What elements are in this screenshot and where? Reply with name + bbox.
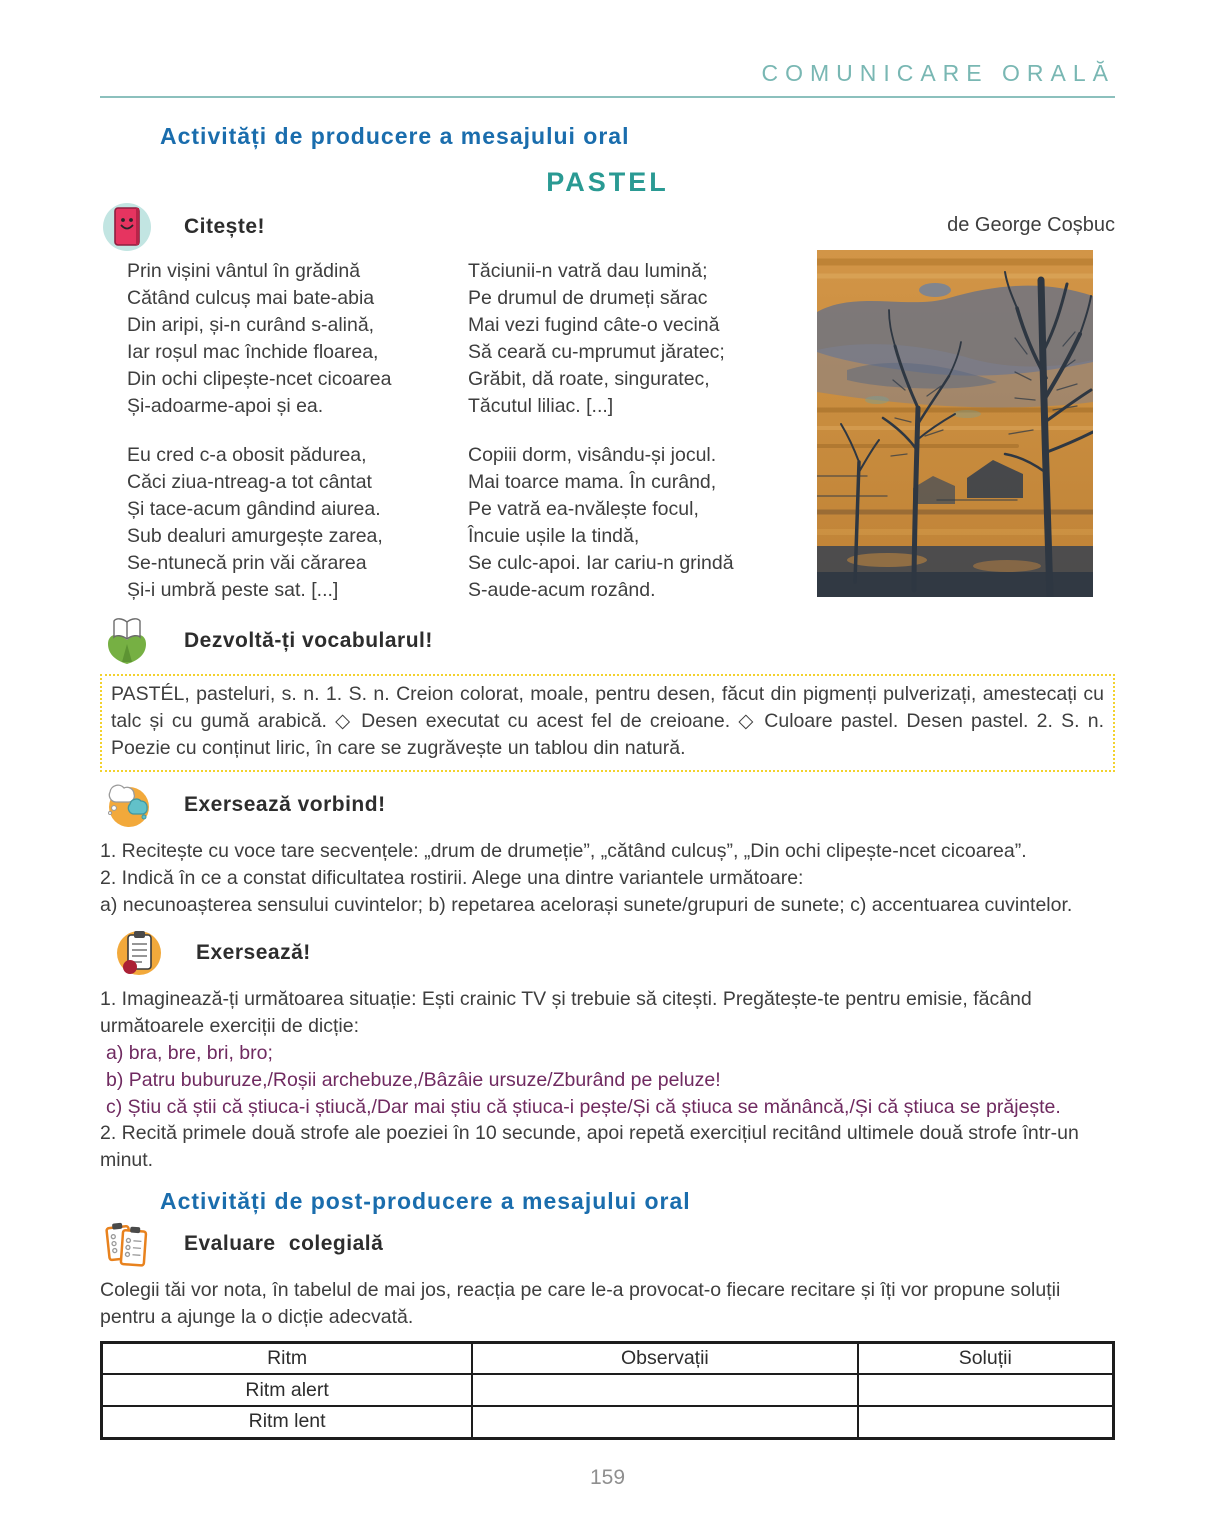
poem-line: Tăcutul liliac. [...] xyxy=(468,395,614,417)
poem-block xyxy=(100,258,1115,626)
vorbind-exercises xyxy=(100,838,1115,918)
poem-line: Sub dealuri amurgește zarea, xyxy=(127,525,383,547)
poem-line: Prin vișini vântul în grădină xyxy=(127,260,361,282)
poem-line: Căci ziua-ntreag-a tot cântat xyxy=(127,471,372,493)
dictionary-definition-box xyxy=(100,674,1115,772)
poem-line: Mai toarce mama. În curând, xyxy=(468,471,717,493)
poem-line: Și-i umbră peste sat. [...] xyxy=(127,579,339,601)
exerseaza-exercises xyxy=(100,986,1115,1174)
poem-line: Din ochi clipește-ncet cicoarea xyxy=(127,368,392,390)
poem-stanza-1 xyxy=(127,258,468,420)
exercise-item: a) necunoașterea sensului cuvintelor; b) repetarea acelorași sunete/grupuri de sunete; c) accentuarea cuvintelor. xyxy=(100,893,1073,916)
poem-line: Să ceară cu-mprumut jăratec; xyxy=(468,341,725,363)
poem-column-1 xyxy=(127,258,468,626)
evaluare-intro: Colegii tăi vor nota, în tabelul de mai jos, reacția pe care le-a provocat-o fiecare recitare și îți vor propune soluții pentru a ajunge la o dicție adecvată. xyxy=(100,1278,1061,1328)
poem-line: Și tace-acum gândind aiurea. xyxy=(127,498,381,520)
book-with-face-icon xyxy=(100,200,154,254)
vorbind-header xyxy=(100,778,1115,832)
table-cell-ritm: Ritm lent xyxy=(102,1406,473,1438)
exerseaza-label: Exersează! xyxy=(196,941,311,965)
table-cell-observatii xyxy=(472,1374,857,1406)
exercise-item: 1. Imaginează-ți următoarea situație: Ești crainic TV și trebuie să citești. Pregătește-te pentru emisie, făcând următoarele exerciții de dicție: xyxy=(100,988,1032,1038)
exercise-item: b) Patru buburuze,/Roșii archebuze,/Bâzâie ursuze/Zburând pe peluze! xyxy=(106,1068,721,1091)
exerseaza-header xyxy=(112,926,1115,980)
poem-line: Din aripi, și-n curând s-alină, xyxy=(127,314,375,336)
poem-illustration-autumn-landscape xyxy=(817,250,1093,597)
exercise-item: c) Știu că știi că știuca-i știucă,/Dar mai știu că știuca-i pește/Și că știuca se mănâncă,/Și că știuca se prăjește. xyxy=(106,1095,1061,1118)
header-divider xyxy=(100,96,1115,98)
poem-line: Mai vezi fugind câte-o vecină xyxy=(468,314,720,336)
exercise-item: 1. Recitește cu voce tare secvențele: „drum de drumeție”, „cătând culcuș”, „Din ochi clipește-ncet cicoarea”. xyxy=(100,840,1027,862)
vocabular-label: Dezvoltă-ți vocabularul! xyxy=(184,629,433,652)
exercise-item: a) bra, bre, bri, bro; xyxy=(106,1041,273,1064)
poem-title: PASTEL xyxy=(546,167,669,197)
poem-line: Copiii dorm, visându-și jocul. xyxy=(468,444,717,466)
table-header-cell: Soluții xyxy=(858,1342,1114,1374)
evaluare-header xyxy=(100,1217,1115,1271)
evaluation-table xyxy=(100,1341,1115,1440)
section-heading-producere: Activități de producere a mesajului oral xyxy=(160,123,630,149)
poem-author: de George Coșbuc xyxy=(947,214,1115,236)
chapter-header: COMUNICARE ORALĂ xyxy=(761,60,1115,86)
table-cell-ritm: Ritm alert xyxy=(102,1374,473,1406)
table-cell-observatii xyxy=(472,1406,857,1438)
table-body xyxy=(102,1374,1114,1438)
table-header-row xyxy=(102,1342,1114,1374)
table-row xyxy=(102,1406,1114,1438)
poem-line: Iar roșul mac închide floarea, xyxy=(127,341,379,363)
page-number: 159 xyxy=(589,1465,626,1489)
dictionary-definition: PASTÉL, pasteluri, s. n. 1. S. n. Creion colorat, moale, pentru desen, făcut din pigmenți pulverizați, amestecați cu talc și cu gumă arabică. ◇ Desen executat cu acest fel de creioane. ◇ Culoare pastel. Desen pastel. 2. S. n. Poezie cu conținut liric, în care se zugrăvește un tablou din natură. xyxy=(111,683,1104,759)
poem-line: Grăbit, dă roate, singuratec, xyxy=(468,368,710,390)
vorbind-label: Exersează vorbind! xyxy=(184,793,386,816)
citeste-header xyxy=(100,200,1115,254)
poem-line: Pe vatră ea-nvălește focul, xyxy=(468,498,699,520)
two-clipboards-icon xyxy=(100,1217,154,1271)
poem-column-2 xyxy=(468,258,817,626)
hands-holding-book-icon xyxy=(100,614,154,668)
evaluare-intro-wrap xyxy=(100,1277,1115,1331)
table-header-cell: Ritm xyxy=(102,1342,473,1374)
poem-stanza-4 xyxy=(468,442,817,604)
poem-line: Se-ntunecă prin văi cărarea xyxy=(127,552,367,574)
poem-line: Cătând culcuș mai bate-abia xyxy=(127,287,375,309)
evaluare-label: Evaluare colegială xyxy=(184,1231,384,1255)
speech-clouds-icon xyxy=(100,778,154,832)
table-row xyxy=(102,1374,1114,1406)
vocabular-header xyxy=(100,614,1115,668)
poem-line: Pe drumul de drumeți sărac xyxy=(468,287,708,309)
poem-line: Încuie ușile la tindă, xyxy=(468,525,640,547)
table-header-cell: Observații xyxy=(472,1342,857,1374)
poem-line: Și-adoarme-apoi și ea. xyxy=(127,395,324,417)
table-cell-solutii xyxy=(858,1406,1114,1438)
poem-stanza-3 xyxy=(468,258,817,420)
clipboard-icon xyxy=(112,926,166,980)
section-heading-post-producere: Activități de post-producere a mesajului oral xyxy=(160,1187,691,1214)
table-cell-solutii xyxy=(858,1374,1114,1406)
poem-line: Tăciunii-n vatră dau lumină; xyxy=(468,260,708,282)
citeste-label: Citește! xyxy=(184,215,266,238)
exercise-item: 2. Recită primele două strofe ale poeziei în 10 secunde, apoi repetă exercițiul recitând ultimele două strofe într-un minut. xyxy=(100,1122,1079,1172)
poem-line: Se culc-apoi. Iar cariu-n grindă xyxy=(468,552,734,574)
poem-line: S-aude-acum rozând. xyxy=(468,579,656,601)
exercise-item: 2. Indică în ce a constat dificultatea rostirii. Alege una dintre variantele următoare: xyxy=(100,866,804,889)
poem-line: Eu cred c-a obosit pădurea, xyxy=(127,444,367,466)
poem-stanza-2 xyxy=(127,442,468,604)
